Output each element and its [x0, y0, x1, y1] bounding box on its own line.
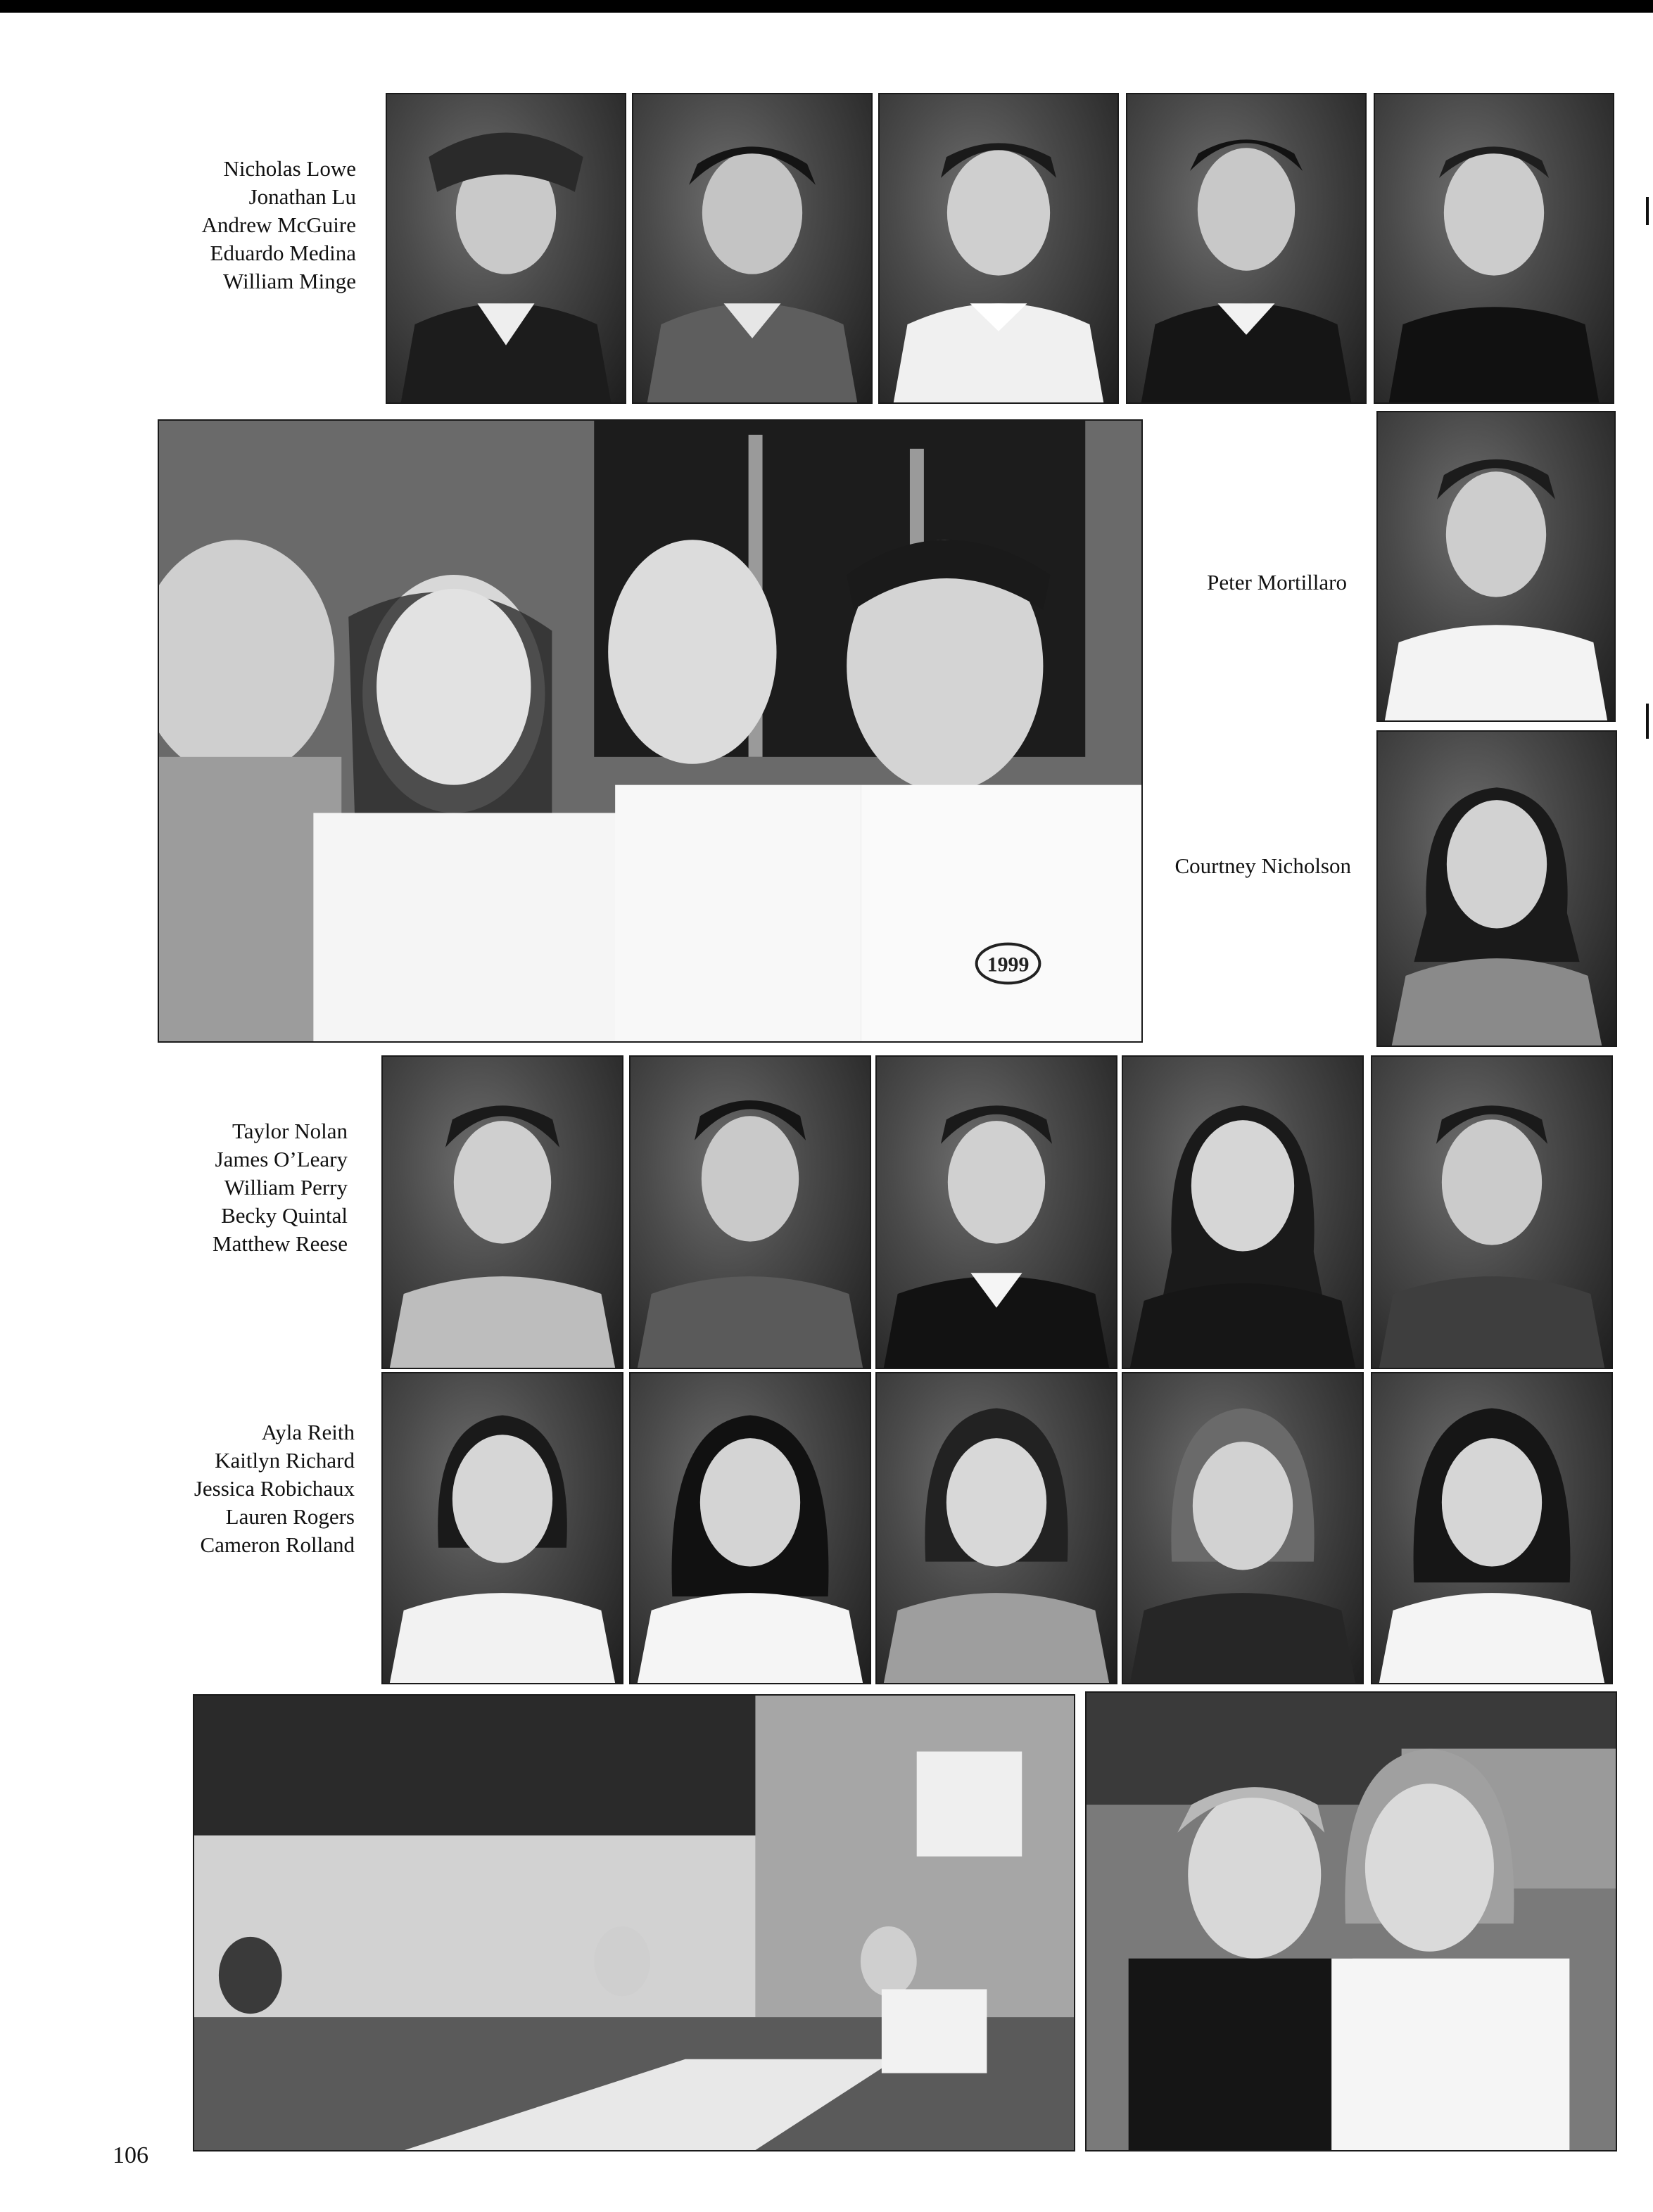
student-portrait — [386, 93, 626, 404]
shirt-print-text: 1999 — [987, 953, 1030, 977]
student-portrait — [629, 1055, 871, 1369]
student-portrait — [381, 1055, 623, 1369]
student-name: William Minge — [222, 269, 356, 293]
student-name: Becky Quintal — [221, 1203, 348, 1228]
name-list-row-1 — [169, 155, 356, 295]
student-name: James O’Leary — [215, 1147, 348, 1171]
student-name: Jonathan Lu — [248, 184, 356, 209]
student-portrait — [1376, 730, 1617, 1047]
student-name: Ayla Reith — [261, 1420, 355, 1444]
student-portrait — [632, 93, 873, 404]
student-portrait — [1126, 93, 1367, 404]
student-portrait — [1376, 411, 1616, 722]
student-name: Courtney Nicholson — [1174, 853, 1351, 878]
student-name: Andrew McGuire — [201, 212, 356, 237]
name-list-row-3 — [162, 1418, 355, 1559]
student-name: Peter Mortillaro — [1207, 570, 1347, 595]
classroom-candid-photo — [193, 1694, 1075, 2151]
student-name: Nicholas Lowe — [223, 156, 356, 181]
name-list-row-2 — [162, 1117, 348, 1258]
student-name: Matthew Reese — [213, 1231, 348, 1256]
student-portrait — [1371, 1055, 1613, 1369]
outdoor-candid-photo — [1085, 1691, 1617, 2151]
student-portrait — [878, 93, 1119, 404]
student-name: Taylor Nolan — [232, 1119, 348, 1143]
student-name: Eduardo Medina — [210, 241, 356, 265]
student-portrait — [1122, 1372, 1364, 1684]
student-name: William Perry — [224, 1175, 348, 1200]
student-portrait — [1122, 1055, 1364, 1369]
student-name: Jessica Robichaux — [194, 1476, 355, 1501]
student-name: Lauren Rogers — [225, 1504, 355, 1529]
student-portrait — [875, 1055, 1117, 1369]
student-portrait — [381, 1372, 623, 1684]
edge-mark — [1646, 704, 1649, 739]
group-candid-photo — [158, 419, 1143, 1043]
top-border — [0, 0, 1653, 13]
student-name: Kaitlyn Richard — [215, 1448, 355, 1473]
page-number: 106 — [113, 2142, 148, 2168]
student-portrait — [1371, 1372, 1613, 1684]
student-portrait — [1374, 93, 1614, 404]
student-name: Cameron Rolland — [200, 1532, 355, 1557]
student-portrait — [875, 1372, 1117, 1684]
student-portrait — [629, 1372, 871, 1684]
edge-mark — [1646, 197, 1649, 225]
